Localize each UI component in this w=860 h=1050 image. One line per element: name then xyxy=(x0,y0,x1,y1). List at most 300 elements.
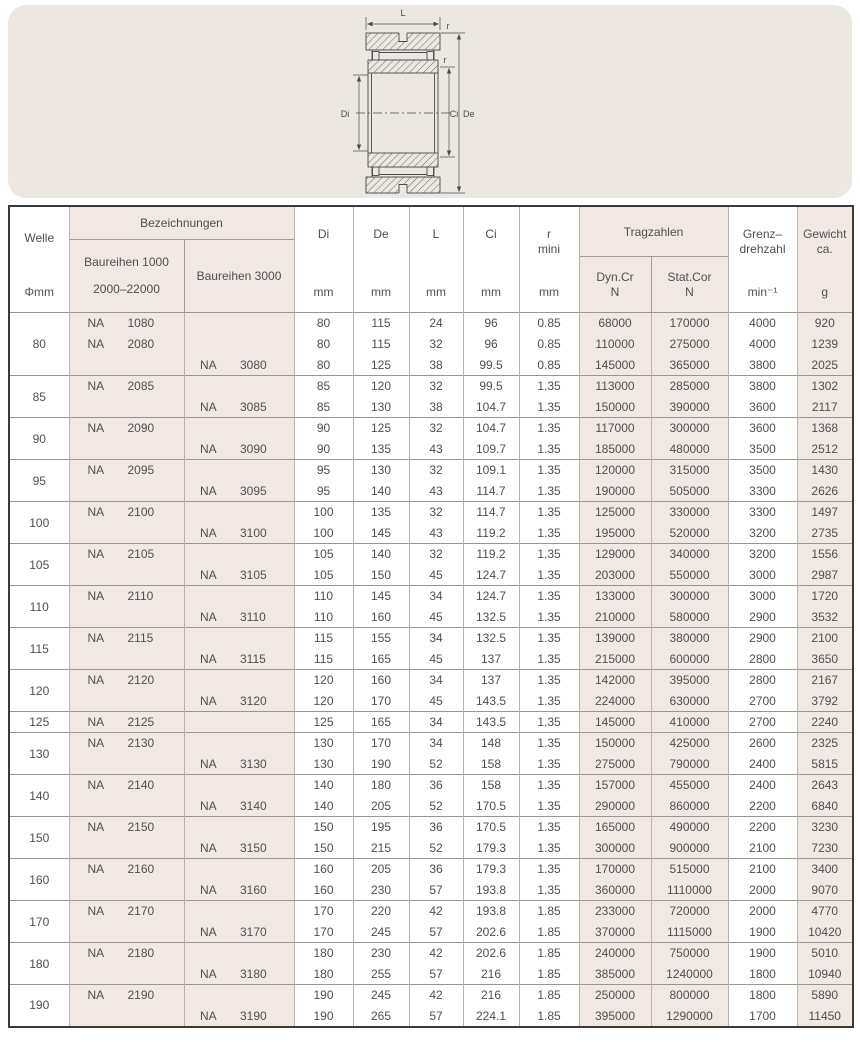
cell-l: 52 xyxy=(409,754,463,775)
designation-prefix: NA xyxy=(87,547,105,562)
cell-r: 1.35 xyxy=(519,712,579,733)
cell-di: 95 xyxy=(294,481,353,502)
cell-de: 165 xyxy=(353,712,409,733)
cell-l: 38 xyxy=(409,355,463,376)
designation-code: 3080 xyxy=(240,357,267,372)
cell-ci: 114.7 xyxy=(463,502,519,523)
cell-gew: 10940 xyxy=(797,964,853,985)
cell-r: 1.35 xyxy=(519,775,579,796)
welle-value: 95 xyxy=(9,460,69,502)
designation-code: 3120 xyxy=(240,693,267,708)
cell-ci: 202.6 xyxy=(463,922,519,943)
cell-l: 32 xyxy=(409,460,463,481)
cell-gew: 1302 xyxy=(797,376,853,397)
designation-1000-cell xyxy=(69,691,184,712)
designation-prefix: NA xyxy=(87,631,105,646)
cell-di: 130 xyxy=(294,754,353,775)
designation-1000-cell xyxy=(69,355,184,376)
cell-de: 170 xyxy=(353,691,409,712)
cell-dyn: 145000 xyxy=(579,355,651,376)
designation-1000-cell xyxy=(69,922,184,943)
cell-stat: 480000 xyxy=(651,439,728,460)
cell-de: 205 xyxy=(353,796,409,817)
cell-stat: 490000 xyxy=(651,817,728,838)
designation-3000-cell xyxy=(184,838,294,859)
table-row xyxy=(9,649,853,670)
cell-stat: 300000 xyxy=(651,586,728,607)
table-row xyxy=(9,880,853,901)
cell-r: 1.35 xyxy=(519,607,579,628)
header-de-label: De xyxy=(373,227,389,241)
cell-stat: 300000 xyxy=(651,418,728,439)
cell-gew: 1556 xyxy=(797,544,853,565)
cell-l: 45 xyxy=(409,649,463,670)
cell-de: 180 xyxy=(353,775,409,796)
cell-di: 100 xyxy=(294,502,353,523)
cell-gew: 2167 xyxy=(797,670,853,691)
cell-de: 215 xyxy=(353,838,409,859)
designation-3000-cell xyxy=(184,607,294,628)
cell-ci: 158 xyxy=(463,754,519,775)
designation-code: 2115 xyxy=(127,631,154,646)
cell-di: 105 xyxy=(294,544,353,565)
cell-grenz: 2100 xyxy=(728,859,797,880)
cell-dyn: 233000 xyxy=(579,901,651,922)
cell-grenz: 2700 xyxy=(728,712,797,733)
cell-stat: 800000 xyxy=(651,985,728,1006)
cell-grenz: 3500 xyxy=(728,439,797,460)
designation-1000-cell xyxy=(69,1006,184,1027)
cell-di: 115 xyxy=(294,628,353,649)
designation-prefix: NA xyxy=(87,463,105,478)
inner-ring-top xyxy=(368,60,438,73)
cell-ci: 124.7 xyxy=(463,565,519,586)
designation-code: 3095 xyxy=(240,483,267,498)
cell-ci: 216 xyxy=(463,985,519,1006)
designation-code: 2125 xyxy=(127,715,155,729)
designation-3000-cell xyxy=(184,817,294,838)
cell-gew: 2325 xyxy=(797,733,853,754)
designation-code: 3100 xyxy=(240,525,267,540)
cell-grenz: 3200 xyxy=(728,523,797,544)
cell-grenz: 4000 xyxy=(728,334,797,355)
header-r-line1: r xyxy=(546,227,551,241)
cell-ci: 119.2 xyxy=(463,523,519,544)
welle-value: 80 xyxy=(9,313,69,376)
designation-prefix: NA xyxy=(200,651,217,666)
header-welle xyxy=(9,206,69,313)
table-row xyxy=(9,523,853,544)
dim-label-r-top: r xyxy=(446,21,450,31)
designation-prefix: NA xyxy=(200,399,217,414)
cell-de: 115 xyxy=(353,334,409,355)
header-r-unit: mm xyxy=(539,285,559,299)
cell-ci: 179.3 xyxy=(463,859,519,880)
welle-value: 170 xyxy=(9,901,69,943)
cell-stat: 520000 xyxy=(651,523,728,544)
cell-de: 170 xyxy=(353,733,409,754)
cell-di: 115 xyxy=(294,649,353,670)
cell-r: 1.35 xyxy=(519,460,579,481)
designation-3000-cell xyxy=(184,523,294,544)
designation-3000-cell xyxy=(184,628,294,649)
table-row xyxy=(9,481,853,502)
cell-di: 170 xyxy=(294,922,353,943)
cell-dyn: 157000 xyxy=(579,775,651,796)
cell-de: 125 xyxy=(353,355,409,376)
cell-stat: 410000 xyxy=(651,712,728,733)
cell-grenz: 4000 xyxy=(728,313,797,334)
header-de-unit: mm xyxy=(371,285,391,299)
designation-1000-cell xyxy=(69,901,184,922)
designation-3000-cell xyxy=(184,922,294,943)
cell-l: 42 xyxy=(409,901,463,922)
designation-prefix: NA xyxy=(87,736,105,751)
designation-1000-cell xyxy=(69,859,184,880)
designation-code: 3170 xyxy=(240,924,267,939)
table-row xyxy=(9,418,853,439)
header-stat-cor xyxy=(652,257,728,312)
designation-prefix: NA xyxy=(87,337,105,351)
welle-value: 160 xyxy=(9,859,69,901)
cell-gew: 5010 xyxy=(797,943,853,964)
designation-1000-cell xyxy=(69,712,184,733)
cell-ci: 96 xyxy=(463,334,519,355)
needle-row-top xyxy=(372,50,434,60)
cell-l: 36 xyxy=(409,775,463,796)
cell-grenz: 2100 xyxy=(728,838,797,859)
cell-l: 45 xyxy=(409,607,463,628)
cell-gew: 10420 xyxy=(797,922,853,943)
cell-dyn: 142000 xyxy=(579,670,651,691)
designation-prefix: NA xyxy=(200,924,217,939)
cell-stat: 1290000 xyxy=(651,1006,728,1027)
cell-r: 1.35 xyxy=(519,649,579,670)
cell-dyn: 139000 xyxy=(579,628,651,649)
header-dyn-cr xyxy=(580,257,652,312)
cell-ci: 137 xyxy=(463,649,519,670)
header-tragzahlen-label: Tragzahlen xyxy=(580,207,728,257)
cell-de: 135 xyxy=(353,439,409,460)
table-row xyxy=(9,712,853,733)
cell-di: 110 xyxy=(294,586,353,607)
designation-code: 3160 xyxy=(240,882,267,897)
header-grenz-line2: drehzahl xyxy=(739,242,786,256)
cell-ci: 148 xyxy=(463,733,519,754)
cell-r: 1.85 xyxy=(519,901,579,922)
cell-dyn: 250000 xyxy=(579,985,651,1006)
cell-r: 1.35 xyxy=(519,880,579,901)
cell-di: 130 xyxy=(294,733,353,754)
table-row xyxy=(9,313,853,334)
cell-di: 95 xyxy=(294,460,353,481)
cell-dyn: 170000 xyxy=(579,859,651,880)
table-row xyxy=(9,922,853,943)
header-row xyxy=(9,206,853,313)
cell-de: 245 xyxy=(353,985,409,1006)
welle-value: 115 xyxy=(9,628,69,670)
designation-3000-cell xyxy=(184,670,294,691)
designation-prefix: NA xyxy=(200,567,217,582)
cell-gew: 1239 xyxy=(797,334,853,355)
cell-r: 1.35 xyxy=(519,859,579,880)
cell-grenz: 2000 xyxy=(728,901,797,922)
cell-dyn: 385000 xyxy=(579,964,651,985)
header-ci-unit: mm xyxy=(481,285,501,299)
cell-dyn: 117000 xyxy=(579,418,651,439)
header-welle-label: Welle xyxy=(24,231,55,245)
cell-stat: 1240000 xyxy=(651,964,728,985)
cell-ci: 216 xyxy=(463,964,519,985)
designation-prefix: NA xyxy=(200,966,217,981)
table-row xyxy=(9,901,853,922)
designation-prefix: NA xyxy=(87,904,105,919)
designation-1000-cell xyxy=(69,796,184,817)
designation-1000-cell xyxy=(69,817,184,838)
cell-grenz: 2400 xyxy=(728,775,797,796)
designation-3000-cell xyxy=(184,775,294,796)
designation-3000-cell xyxy=(184,880,294,901)
cell-r: 1.35 xyxy=(519,397,579,418)
cell-de: 140 xyxy=(353,544,409,565)
cell-stat: 330000 xyxy=(651,502,728,523)
cell-di: 120 xyxy=(294,670,353,691)
table-row xyxy=(9,397,853,418)
header-l-unit: mm xyxy=(426,285,446,299)
cell-grenz: 1900 xyxy=(728,922,797,943)
cell-ci: 99.5 xyxy=(463,376,519,397)
cell-dyn: 360000 xyxy=(579,880,651,901)
cell-di: 105 xyxy=(294,565,353,586)
cell-grenz: 2700 xyxy=(728,691,797,712)
cell-di: 140 xyxy=(294,796,353,817)
cell-stat: 170000 xyxy=(651,313,728,334)
cell-grenz: 3300 xyxy=(728,481,797,502)
designation-prefix: NA xyxy=(87,673,105,688)
designation-3000-cell xyxy=(184,460,294,481)
cell-stat: 900000 xyxy=(651,838,728,859)
designation-prefix: NA xyxy=(87,421,105,436)
designation-1000-cell xyxy=(69,670,184,691)
cell-gew: 920 xyxy=(797,313,853,334)
cell-di: 190 xyxy=(294,985,353,1006)
cell-stat: 720000 xyxy=(651,901,728,922)
designation-1000-cell xyxy=(69,607,184,628)
welle-value: 100 xyxy=(9,502,69,544)
cell-di: 150 xyxy=(294,838,353,859)
cell-di: 80 xyxy=(294,355,353,376)
dim-label-r-inner: r xyxy=(443,55,447,65)
cell-ci: 179.3 xyxy=(463,838,519,859)
header-grenz-unit: min⁻¹ xyxy=(747,285,778,299)
designation-prefix: NA xyxy=(200,441,217,456)
cell-ci: 132.5 xyxy=(463,607,519,628)
header-baureihen-1000-line1: Baureihen 1000 xyxy=(84,254,169,269)
designation-1000-cell xyxy=(69,439,184,460)
designation-code: 3180 xyxy=(240,966,267,981)
cell-di: 110 xyxy=(294,607,353,628)
designation-prefix: NA xyxy=(87,589,105,604)
table-row xyxy=(9,586,853,607)
cell-stat: 550000 xyxy=(651,565,728,586)
cell-de: 195 xyxy=(353,817,409,838)
cell-l: 34 xyxy=(409,712,463,733)
cell-stat: 285000 xyxy=(651,376,728,397)
designation-1000-cell xyxy=(69,481,184,502)
designation-prefix: NA xyxy=(200,1008,217,1023)
cell-grenz: 2000 xyxy=(728,880,797,901)
cell-di: 80 xyxy=(294,334,353,355)
cell-grenz: 1800 xyxy=(728,964,797,985)
cell-di: 190 xyxy=(294,1006,353,1027)
designation-prefix: NA xyxy=(87,778,105,793)
cell-gew: 7230 xyxy=(797,838,853,859)
cell-r: 1.35 xyxy=(519,376,579,397)
cell-l: 36 xyxy=(409,859,463,880)
table-row xyxy=(9,838,853,859)
welle-value: 190 xyxy=(9,985,69,1027)
cell-dyn: 275000 xyxy=(579,754,651,775)
cell-gew: 3792 xyxy=(797,691,853,712)
designation-prefix: NA xyxy=(87,505,105,520)
designation-prefix: NA xyxy=(200,882,217,897)
designation-1000-cell xyxy=(69,943,184,964)
cell-l: 32 xyxy=(409,502,463,523)
table-row xyxy=(9,775,853,796)
cell-grenz: 1700 xyxy=(728,1006,797,1027)
designation-3000-cell xyxy=(184,712,294,733)
cell-ci: 170.5 xyxy=(463,817,519,838)
cell-ci: 170.5 xyxy=(463,796,519,817)
cell-r: 1.35 xyxy=(519,544,579,565)
cell-de: 135 xyxy=(353,502,409,523)
table-body xyxy=(9,313,853,1027)
welle-value: 125 xyxy=(9,712,69,733)
designation-code: 3115 xyxy=(240,651,266,666)
table-row xyxy=(9,985,853,1006)
cell-grenz: 2800 xyxy=(728,649,797,670)
cell-grenz: 3800 xyxy=(728,376,797,397)
welle-value: 130 xyxy=(9,733,69,775)
cell-dyn: 203000 xyxy=(579,565,651,586)
cell-gew: 2240 xyxy=(797,712,853,733)
designation-1000-cell xyxy=(69,775,184,796)
cell-r: 1.35 xyxy=(519,481,579,502)
table-row xyxy=(9,796,853,817)
cell-l: 34 xyxy=(409,733,463,754)
designation-1000-cell xyxy=(69,838,184,859)
designation-1000-cell xyxy=(69,460,184,481)
cell-di: 160 xyxy=(294,880,353,901)
cell-grenz: 2200 xyxy=(728,796,797,817)
designation-1000-cell xyxy=(69,985,184,1006)
cell-grenz: 2600 xyxy=(728,733,797,754)
cell-de: 230 xyxy=(353,943,409,964)
cell-de: 160 xyxy=(353,607,409,628)
cell-r: 1.35 xyxy=(519,502,579,523)
cell-di: 140 xyxy=(294,775,353,796)
designation-prefix: NA xyxy=(87,946,105,961)
cell-de: 130 xyxy=(353,460,409,481)
table-row xyxy=(9,460,853,481)
cell-de: 255 xyxy=(353,964,409,985)
designation-1000-cell xyxy=(69,733,184,754)
cell-de: 230 xyxy=(353,880,409,901)
designation-prefix: NA xyxy=(87,316,105,331)
designation-prefix: NA xyxy=(87,820,105,835)
cell-de: 125 xyxy=(353,418,409,439)
cell-ci: 202.6 xyxy=(463,943,519,964)
table-row xyxy=(9,439,853,460)
table-row xyxy=(9,502,853,523)
cell-di: 125 xyxy=(294,712,353,733)
cell-l: 43 xyxy=(409,439,463,460)
cell-ci: 109.1 xyxy=(463,460,519,481)
header-gewicht xyxy=(797,206,853,313)
cell-dyn: 215000 xyxy=(579,649,651,670)
designation-1000-cell xyxy=(69,754,184,775)
cell-stat: 860000 xyxy=(651,796,728,817)
cell-grenz: 2200 xyxy=(728,817,797,838)
cell-ci: 132.5 xyxy=(463,628,519,649)
designation-3000-cell xyxy=(184,334,294,355)
cell-di: 170 xyxy=(294,901,353,922)
cell-stat: 1115000 xyxy=(651,922,728,943)
designation-prefix: NA xyxy=(200,840,217,855)
designation-3000-cell xyxy=(184,502,294,523)
cell-stat: 515000 xyxy=(651,859,728,880)
cell-r: 1.85 xyxy=(519,1006,579,1027)
cell-gew: 2735 xyxy=(797,523,853,544)
cell-r: 1.35 xyxy=(519,838,579,859)
cell-grenz: 2900 xyxy=(728,628,797,649)
header-di xyxy=(294,206,353,313)
welle-value: 85 xyxy=(9,376,69,418)
cell-de: 130 xyxy=(353,397,409,418)
cell-gew: 2100 xyxy=(797,628,853,649)
header-grenzdrehzahl xyxy=(728,206,797,313)
cell-gew: 6840 xyxy=(797,796,853,817)
cell-stat: 505000 xyxy=(651,481,728,502)
designation-3000-cell xyxy=(184,943,294,964)
dim-label-ci: Ci xyxy=(449,109,459,119)
cell-stat: 600000 xyxy=(651,649,728,670)
cell-grenz: 1900 xyxy=(728,943,797,964)
cell-stat: 750000 xyxy=(651,943,728,964)
cell-l: 32 xyxy=(409,376,463,397)
designation-prefix: NA xyxy=(200,357,217,372)
cell-grenz: 3500 xyxy=(728,460,797,481)
cell-gew: 9070 xyxy=(797,880,853,901)
cell-de: 145 xyxy=(353,523,409,544)
designation-3000-cell xyxy=(184,691,294,712)
cell-r: 0.85 xyxy=(519,334,579,355)
cell-gew: 3650 xyxy=(797,649,853,670)
header-gewicht-line2: ca. xyxy=(816,242,833,256)
cell-stat: 315000 xyxy=(651,460,728,481)
cell-grenz: 3800 xyxy=(728,355,797,376)
cell-r: 1.35 xyxy=(519,565,579,586)
cell-dyn: 110000 xyxy=(579,334,651,355)
cell-l: 43 xyxy=(409,481,463,502)
designation-prefix: NA xyxy=(200,798,217,813)
cell-grenz: 3300 xyxy=(728,502,797,523)
designation-code: 2110 xyxy=(127,589,154,604)
designation-code: 3105 xyxy=(240,567,267,582)
designation-3000-cell xyxy=(184,796,294,817)
cell-l: 34 xyxy=(409,628,463,649)
cell-de: 120 xyxy=(353,376,409,397)
